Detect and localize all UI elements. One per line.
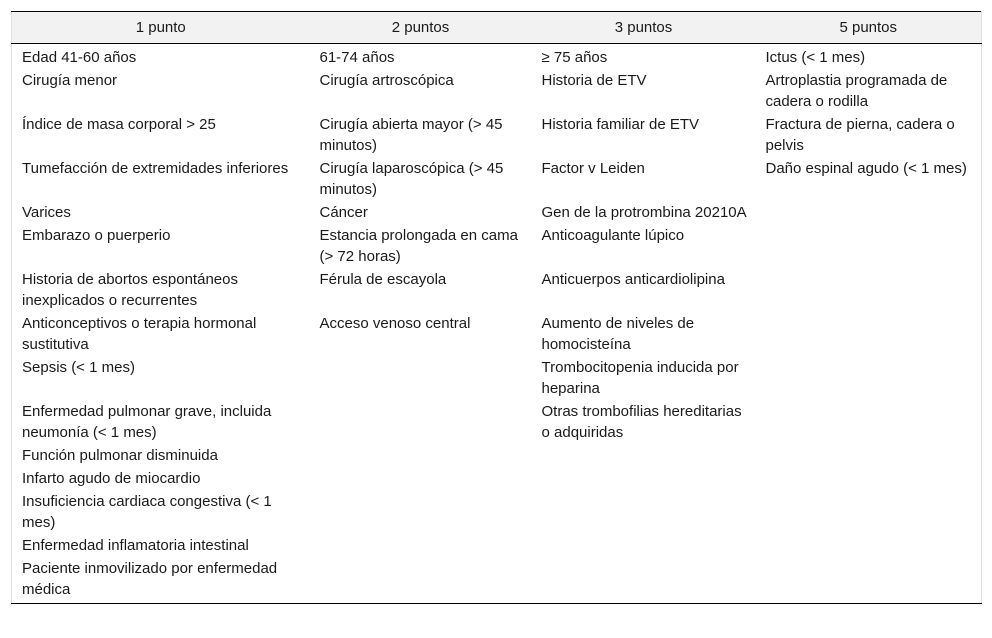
table-cell: Anticoagulante lúpico — [541, 227, 685, 244]
table-cell — [310, 467, 532, 490]
table-row — [12, 44, 982, 70]
table-body — [12, 44, 982, 604]
table-row — [12, 201, 982, 224]
table-cell: Paciente inmovilizado por enfermedad médica — [12, 557, 310, 604]
table-cell: Férula de escayola — [319, 271, 447, 288]
table-cell — [310, 400, 532, 444]
table-cell — [756, 444, 982, 467]
table-cell: Infarto agudo de miocardio — [12, 467, 310, 490]
table-cell — [756, 356, 982, 400]
table-cell — [532, 490, 756, 534]
table-row — [12, 534, 982, 557]
table-cell — [310, 534, 532, 557]
table-row — [12, 557, 982, 604]
table-cell: Función pulmonar disminuida — [12, 444, 310, 467]
table-cell: Cirugía menor — [12, 69, 310, 113]
table-cell: Enfermedad pulmonar grave, incluida neumonía (< 1 mes) — [12, 400, 310, 444]
table-cell: Factor v Leiden — [541, 160, 645, 177]
table-cell: Cirugía laparoscópica (> 45 minutos) — [319, 160, 504, 198]
table-row — [12, 157, 982, 201]
table-cell: Cirugía abierta mayor (> 45 minutos) — [319, 116, 503, 154]
table-cell — [756, 490, 982, 534]
table-cell: Anticuerpos anticardiolipina — [541, 271, 725, 288]
table-cell: Sepsis (< 1 mes) — [12, 356, 310, 400]
header-row — [12, 12, 982, 44]
table-cell — [756, 312, 982, 356]
header-3-puntos: 3 puntos — [532, 12, 756, 44]
table-cell: Aumento de niveles de homocisteína — [541, 315, 695, 353]
table-cell: Daño espinal agudo (< 1 mes) — [756, 157, 982, 201]
table-row — [12, 490, 982, 534]
risk-score-table — [11, 11, 982, 604]
table-cell: Insuficiencia cardiaca congestiva (< 1 mes) — [12, 490, 310, 534]
table-cell: Fractura de pierna, cadera o pelvis — [756, 113, 982, 157]
table-cell: Gen de la protrombina 20210A — [541, 204, 747, 221]
table-cell: Historia de abortos espontáneos inexplicados o recurrentes — [12, 268, 310, 312]
table-cell: Estancia prolongada en cama (> 72 horas) — [319, 227, 518, 265]
table-cell — [310, 490, 532, 534]
table-cell — [532, 557, 756, 604]
table-cell — [756, 400, 982, 444]
table-cell: Historia familiar de ETV — [541, 116, 700, 133]
table-row — [12, 224, 982, 268]
table-cell: Índice de masa corporal > 25 — [12, 113, 310, 157]
table-cell — [532, 534, 756, 557]
table-cell — [310, 356, 532, 400]
table-cell — [756, 557, 982, 604]
table-cell: Enfermedad inflamatoria intestinal — [12, 534, 310, 557]
table-cell — [756, 534, 982, 557]
table-cell: Ictus (< 1 mes) — [756, 44, 982, 70]
table-cell: Trombocitopenia inducida por heparina — [541, 359, 739, 397]
table-cell — [756, 467, 982, 490]
table-row — [12, 312, 982, 356]
table-row — [12, 444, 982, 467]
table-cell: Anticonceptivos o terapia hormonal sustitutiva — [12, 312, 310, 356]
table-cell — [310, 444, 532, 467]
table-row — [12, 467, 982, 490]
table-row — [12, 356, 982, 400]
table-cell: Artroplastia programada de cadera o rodilla — [756, 69, 982, 113]
table-cell — [756, 201, 982, 224]
table-cell: ≥ 75 años — [541, 49, 608, 66]
table-row — [12, 113, 982, 157]
table-cell — [532, 467, 756, 490]
table-cell: Embarazo o puerperio — [12, 224, 310, 268]
header-1-punto: 1 punto — [12, 12, 310, 44]
table-cell: Varices — [12, 201, 310, 224]
table-cell: Cirugía artroscópica — [319, 72, 454, 89]
table-cell — [310, 557, 532, 604]
table-cell: Cáncer — [319, 204, 368, 221]
table-header — [12, 12, 982, 44]
table-cell: Acceso venoso central — [319, 315, 471, 332]
table-cell — [532, 444, 756, 467]
table-row — [12, 69, 982, 113]
table-row — [12, 400, 982, 444]
table-cell: Otras trombofilias hereditarias o adquiridas — [541, 403, 742, 441]
table-row — [12, 268, 982, 312]
table-cell: 61-74 años — [319, 49, 395, 66]
header-2-puntos: 2 puntos — [310, 12, 532, 44]
table-cell: Tumefacción de extremidades inferiores — [12, 157, 310, 201]
table-cell — [756, 268, 982, 312]
table-cell — [756, 224, 982, 268]
header-5-puntos: 5 puntos — [756, 12, 982, 44]
table-cell: Historia de ETV — [541, 72, 647, 89]
table-cell: Edad 41-60 años — [12, 44, 310, 70]
